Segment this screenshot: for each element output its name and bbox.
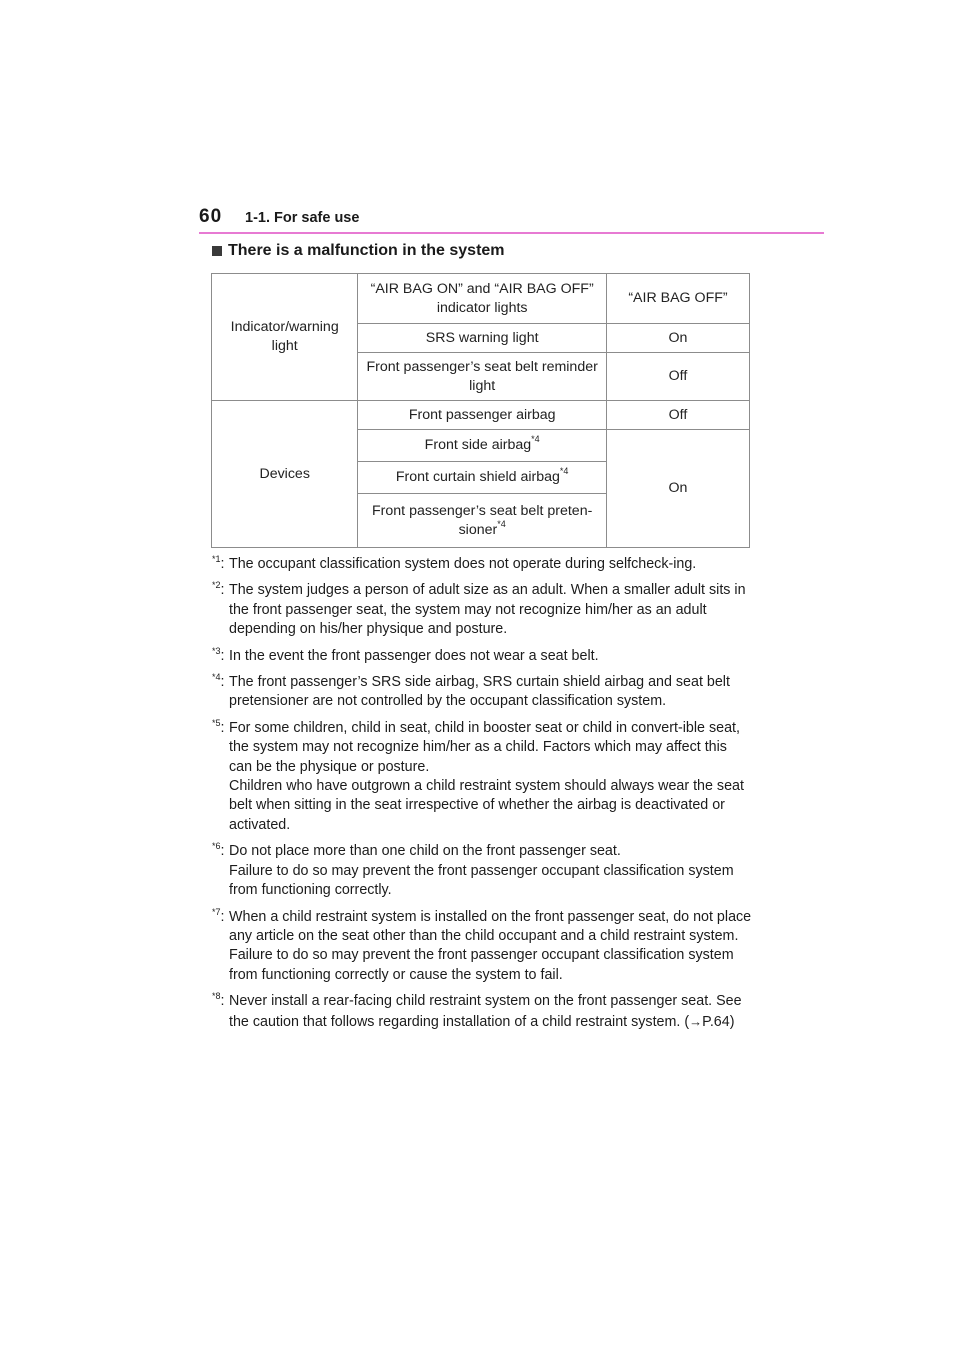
footnote: $^{*5}$: For some children, child in seat, child in booster seat or child in convert-ible seat, the system may not recognize him/her as a child. Factors which may affect this can be the physique or posture. Children who have outgrown a child restraint system should always wear the seat belt when sitting in the seat irrespective of whether the airbag is deactivated or activated. [212, 719, 752, 835]
footnote: $^{*7}$: When a child restraint system is installed on the front passenger seat, do not place any article on the seat other than the child occupant and a child restraint system. Failure to do so may prevent the front passenger occupant classification system from functioning correctly or cause the system to fail. [212, 908, 752, 986]
footnote-text: For some children, child in seat, child in booster seat or child in convert-ible seat, the system may not recognize him/her as a child. Factors which may affect this can be the physique or posture. [229, 719, 740, 775]
header-rule [199, 232, 824, 234]
footnote-text: The front passenger’s SRS side airbag, SRS curtain shield airbag and seat belt pretensioner are not controlled by the occupant classification system. [229, 674, 730, 710]
indicator-group-cell: Indicator/warning light [212, 274, 358, 401]
devices-group-cell: Devices [212, 401, 358, 548]
footnote-text: When a child restraint system is installed on the front passenger seat, do not place any article on the seat other than the child occupant and a child restraint system. [229, 908, 752, 944]
footnote: $^{*4}$: The front passenger’s SRS side airbag, SRS curtain shield airbag and seat belt pretensioner are not controlled by the occupant classification system. [212, 673, 752, 712]
footnote-text: The occupant classification system does not operate during selfcheck-ing. [229, 556, 697, 572]
footnote-mark: *4 [212, 672, 221, 683]
footnote-mark: *6 [212, 841, 221, 852]
front-airbag-label: Front passenger airbag [358, 401, 607, 430]
footnote-mark: *7 [212, 906, 221, 917]
pretensioner-footnote: *4 [497, 518, 506, 529]
side-airbag-cell [358, 430, 607, 462]
footnote: $^{*6}$: Do not place more than one child on the front passenger seat. Failure to do so may prevent the front passenger occupant classification system from functioning correctly. [212, 842, 752, 900]
footnote-text: Do not place more than one child on the front passenger seat. [229, 843, 621, 860]
pretensioner-label-line1: Front passenger’s seat belt preten- [372, 502, 593, 519]
footnote-text: Children who have outgrown a child restraint system should always wear the seat belt when sitting in the seat irrespective of whether the airbag is deactivated or activated. [229, 778, 744, 833]
pretensioner-cell [358, 494, 607, 548]
page-header [199, 200, 824, 240]
footnote-text: Failure to do so may prevent the front passenger occupant classification system from functioning correctly or cause the system to fail. [229, 947, 734, 983]
footnote-mark: *1 [212, 554, 221, 564]
footnote-text: Failure to do so may prevent the front passenger occupant classification system from functioning correctly. [229, 862, 734, 899]
front-airbag-value: Off [606, 401, 749, 430]
side-airbag-footnote: *4 [531, 434, 540, 444]
subheading-text: There is a malfunction in the system [228, 242, 505, 259]
footnote-text: The system judges a person of adult size as an adult. When a smaller adult sits in the front passenger seat, the system may not recognize him/her as an adult depending on his/her physique and posture. [229, 582, 746, 638]
curtain-airbag-footnote: *4 [559, 466, 569, 476]
footnote-mark: *5 [212, 717, 221, 728]
footnote-text: In the event the front passenger does not wear a seat belt. [229, 647, 599, 664]
footnote: $^{*1}$: The occupant classification system does not operate during selfcheck-ing. [212, 555, 752, 574]
reminder-light-label: Front passenger’s seat belt reminder light [358, 353, 607, 401]
status-table [211, 273, 750, 548]
srs-light-label: SRS warning light [358, 324, 607, 353]
pretensioner-label-line2: sioner [458, 521, 498, 538]
footnote: $^{*3}$: In the event the front passenger does not wear a seat belt. [212, 647, 752, 666]
footnote-mark: *8 [212, 991, 221, 1002]
square-bullet-icon [212, 246, 222, 256]
footnote-trail: ) [729, 1013, 735, 1030]
page-number: 60 [199, 206, 223, 227]
footnotes [212, 555, 752, 1039]
reminder-light-value: Off [606, 353, 749, 401]
srs-light-value: On [606, 324, 749, 353]
footnote-mark: *3 [212, 645, 221, 656]
footnote-text: Never install a rear-facing child restraint system on the front passenger seat. See the caution that follows regarding installation of a child restraint system. ( [229, 993, 742, 1030]
curtain-airbag-cell [358, 462, 607, 494]
airbag-lights-label: “AIR BAG ON” and “AIR BAG OFF” indicator lights [358, 274, 607, 324]
footnote: $^{*2}$: The system judges a person of adult size as an adult. When a smaller adult sits in the front passenger seat, the system may not recognize him/her as an adult depending on his/her physique and posture. [212, 581, 752, 639]
footnote-mark: *2 [212, 580, 221, 591]
curtain-airbag-label: Front curtain shield airbag [395, 469, 560, 485]
merged-devices-value: On [606, 430, 749, 548]
footnote: $^{*8}$: Never install a rear-facing child restraint system on the front passenger seat. See the caution that follows regarding installation of a child restraint system. (→P.64) [212, 991, 742, 1030]
airbag-lights-value: “AIR BAG OFF” [606, 274, 749, 324]
side-airbag-label: Front side airbag [424, 437, 532, 453]
arrow-right-icon: → [689, 1013, 703, 1029]
subheading [212, 242, 505, 260]
page-reference-link[interactable]: P.64 [702, 1013, 730, 1030]
section-label: 1-1. For safe use [245, 210, 360, 226]
